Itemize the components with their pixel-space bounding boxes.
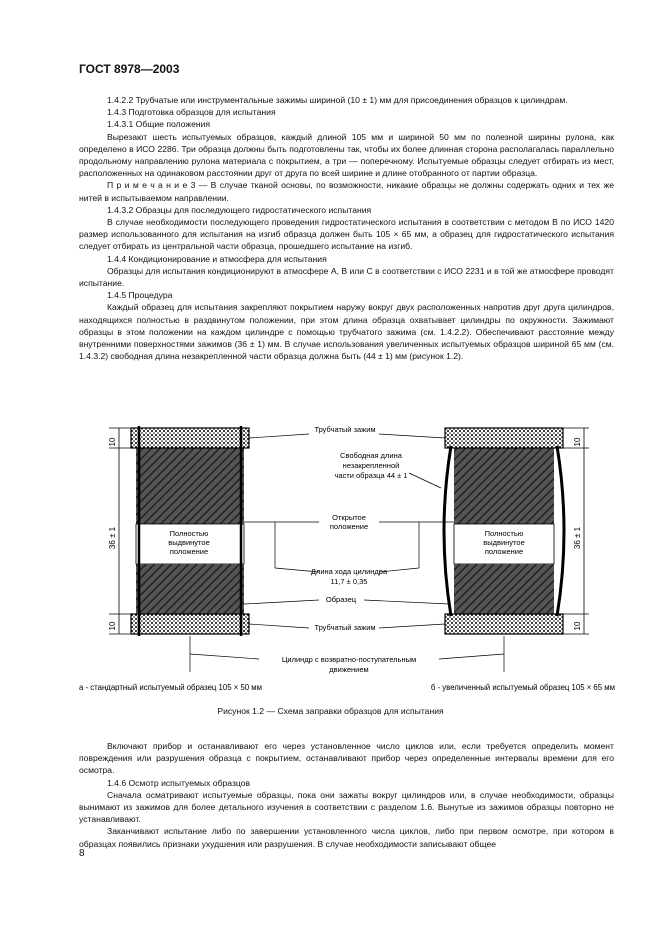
paragraph: Включают прибор и останавливают его через установленное число циклов или, если требуется определить момент повреждения или разрушения образца с покрытием, останавливают прибор через определенные интервалы времени для его осмотра. — [79, 741, 614, 776]
body-text-bottom — [79, 740, 614, 850]
label-free-length-2: незакрепленной — [342, 461, 400, 470]
label-stroke-2: 11,7 ± 0,35 — [330, 577, 368, 586]
caption-b: б - увеличенный испытуемый образец 105 × 65 мм — [430, 683, 615, 692]
paragraph: 1.4.3.2 Образцы для последующего гидростатического испытания — [107, 204, 372, 215]
document-header: ГОСТ 8978—2003 — [79, 62, 180, 76]
figure-caption: Рисунок 1.2 — Схема заправки образцов для испытания — [217, 706, 444, 716]
paragraph: 1.4.3.1 Общие положения — [107, 119, 211, 130]
paragraph: 1.4.4 Кондиционирование и атмосфера для испытания — [107, 253, 327, 264]
paragraph: Сначала осматривают испытуемые образцы, пока они зажаты вокруг цилиндров или, в случае необходимости, образцы вынимают из зажимов для более детального изучения в соответствии с разделом 1.6. Вынутые из зажимов образцы повторно не устанавливают. — [79, 789, 614, 825]
dim-10-top-right: 10 — [573, 437, 582, 447]
page-number: 8 — [79, 848, 85, 859]
dim-10-top-left: 10 — [108, 437, 117, 447]
dim-36-left: 36 ± 1 — [108, 526, 117, 550]
label-cylinder-1: Цилиндр с возвратно-поступательным — [281, 655, 417, 664]
dim-10-bottom-right: 10 — [573, 621, 582, 631]
label-open-1: Открытое — [332, 513, 366, 522]
paragraph: Заканчивают испытание либо по завершении установленного числа циклов, либо при первом осмотре, при котором в образцах появились признаки ухудшения или разрушения. В случае необходимости записывают общее — [79, 826, 614, 849]
label-open-2: положение — [329, 522, 369, 531]
label-sample: Образец — [325, 595, 357, 604]
right-clamp-top — [445, 428, 563, 448]
label-clamp-bottom: Трубчатый зажим — [314, 623, 376, 632]
paragraph: Образцы для испытания кондиционируют в атмосфере А, В или С в соответствии с ИСО 2231 и в той же атмосфере проводят испытание. — [79, 265, 614, 289]
dim-10-bottom-left: 10 — [108, 621, 117, 631]
paragraph: Вырезают шесть испытуемых образцов, каждый длиной 105 мм и шириной 50 мм по полезной ширины рулона, как определено в ИСО 2286. Три образца должны быть подготовлены так, чтобы их более длинная сторона располагалась параллельно продольному направлению рулона материала с покрытием, а три — поперечному. Испытуемые образцы следует отбирать из мест, расположенных на одинаковом расстоянии друг от друга по всей ширине и длине отобранного от партии образца. — [79, 131, 614, 179]
figure-diagram — [79, 418, 624, 698]
paragraph: 1.4.3 Подготовка образцов для испытания — [107, 107, 276, 118]
label-left-pos-3: положение — [169, 547, 209, 556]
paragraph: П р и м е ч а н и е 3 — В случае тканой основы, по возможности, никакие образцы не должны содержать одних и тех же нитей в испытываемом направлении. — [79, 180, 614, 203]
label-right-pos-2: выдвинутое — [483, 538, 525, 547]
paragraph: В случае необходимости последующего проведения гидростатического испытания в соответствии с методом В по ИСО 1420 размер использованного для испытания на изгиб образца должен быть 105 × 65 мм, а образец для гидростатического испытания следует отбирать из центральной части образца, прошедшего испытание на изгиб. — [79, 217, 614, 252]
right-clamp-bottom — [445, 614, 563, 634]
paragraph: 1.4.6 Осмотр испытуемых образцов — [107, 777, 251, 788]
left-clamp-top — [131, 428, 249, 448]
caption-a: а - стандартный испытуемый образец 105 × 50 мм — [79, 683, 263, 692]
left-clamp-bottom — [131, 614, 249, 634]
body-text-top — [79, 94, 614, 362]
label-free-length-1: Свободная длина — [340, 451, 402, 460]
label-cylinder-2: движением — [329, 665, 369, 674]
label-stroke-1: Длина хода цилиндра — [310, 567, 388, 576]
paragraph: Каждый образец для испытания закрепляют покрытием наружу вокруг двух расположенных напротив друг друга цилиндров, находящихся полностью в раздвинутом положении, при этом длина образца охватывает цилиндры по окружности. Зажимают образцы в этом положении на каждом цилиндре с помощью трубчатого зажима (см. 1.4.2.2). Обеспечивают расстояние между внутренними поверхностями зажимов (36 ± 1) мм. В случае использования увеличенных испытуемых образцов шириной 65 мм (см. 1.4.3.2) свободная длина незакрепленной части образца должна быть (44 ± 1) мм (рисунок 1.2). — [79, 302, 614, 362]
label-right-pos-3: положение — [484, 547, 524, 556]
dim-36-right: 36 ± 1 — [573, 526, 582, 550]
paragraph: 1.4.2.2 Трубчатые или инструментальные зажимы шириной (10 ± 1) мм для присоединения образцов к цилиндрам. — [107, 95, 568, 105]
label-right-pos-1: Полностью — [484, 529, 524, 538]
label-left-pos-1: Полностью — [169, 529, 209, 538]
label-clamp-top: Трубчатый зажим — [314, 425, 376, 434]
label-free-length-3: части образца 44 ± 1 — [334, 471, 408, 480]
label-left-pos-2: выдвинутое — [168, 538, 210, 547]
paragraph: 1.4.5 Процедура — [107, 290, 173, 301]
